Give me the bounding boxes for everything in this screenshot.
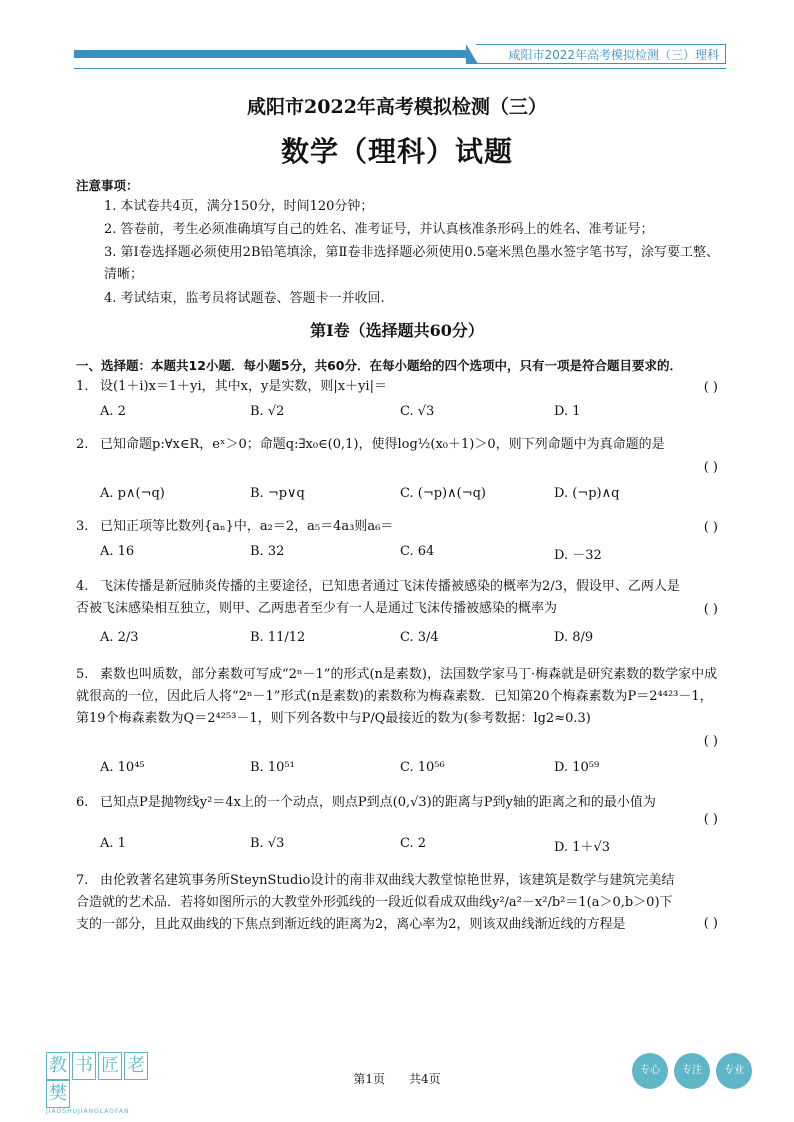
exam-title: 咸阳市2022年高考模拟检测（三）: [247, 96, 547, 118]
note-item: 3. 第Ⅰ卷选择题必须使用2B铅笔填涂，第Ⅱ卷非选择题必须使用0.5毫米黑色墨水签字笔书写，涂写要工整、清晰；: [104, 245, 720, 282]
question-1: [76, 376, 718, 398]
option-a: A. 2/3: [100, 630, 139, 645]
logo-subtitle: JIAOSHUJIANGLAOFAN: [46, 1108, 130, 1115]
question-number: 6.: [76, 795, 89, 810]
note-item: 2. 答卷前，考生必须准确填写自己的姓名、准考证号，并认真核准条形码上的姓名、准考证号；: [104, 222, 654, 237]
header-stripe: [74, 50, 474, 58]
option-b: B. 10⁵¹: [250, 760, 295, 775]
option-d: D. 10⁵⁹: [554, 760, 600, 775]
option-a: A. 2: [100, 404, 126, 419]
option-d: D. －32: [554, 548, 602, 563]
question-text: 已知命题p:∀x∈R，eˣ＞0；命题q:∃x₀∈(0,1)，使得log½(x₀＋1)＞0，则下列命题中为真命题的是: [100, 437, 665, 452]
option-c: C. √3: [400, 404, 435, 419]
question-number: 7.: [76, 873, 89, 888]
options-3: [100, 544, 720, 566]
options-2: [100, 486, 720, 508]
header-rule: [74, 68, 726, 69]
section-title: 第Ⅰ卷（选择题共60分）: [310, 321, 484, 340]
page-number: 第1页 共4页: [353, 1072, 441, 1086]
option-d: D. 1＋√3: [554, 840, 611, 855]
logo-char: 匠: [98, 1052, 122, 1080]
answer-paren: ( ): [703, 916, 718, 931]
options-4: [100, 630, 720, 652]
question-4: [76, 576, 686, 620]
option-c: C. 2: [400, 836, 427, 851]
badge: 专业: [716, 1053, 752, 1089]
option-b: B. √3: [250, 836, 285, 851]
logo-char: 书: [72, 1052, 96, 1080]
option-b: B. 32: [250, 544, 285, 559]
badge: 专心: [632, 1053, 668, 1089]
answer-paren: ( ): [703, 520, 718, 535]
question-6: [76, 792, 718, 814]
option-a: A. 16: [100, 544, 135, 559]
answer-paren: ( ): [703, 734, 718, 749]
answer-paren: ( ): [703, 602, 718, 617]
question-number: 4.: [76, 579, 89, 594]
question-text: 飞沫传播是新冠肺炎传播的主要途径，已知患者通过飞沫传播被感染的概率为2/3，假设甲、乙两人是否被飞沫感染相互独立，则甲、乙两患者至少有一人是通过飞沫传播被感染的概率为: [76, 579, 680, 616]
question-text: 设(1＋i)x＝1＋yi，其中x，y是实数，则|x＋yi|＝: [100, 379, 387, 394]
question-2: [76, 434, 696, 456]
exam-subject-title: 数学（理科）试题: [280, 135, 513, 168]
answer-paren: ( ): [703, 812, 718, 827]
option-d: D. 1: [554, 404, 581, 419]
option-a: A. 10⁴⁵: [100, 760, 145, 775]
options-1: [100, 404, 720, 426]
option-a: A. p∧(¬q): [100, 486, 165, 501]
option-b: B. ¬p∨q: [250, 486, 305, 501]
notes-heading: 注意事项：: [76, 178, 139, 193]
question-text: 素数也叫质数，部分素数可写成“2ⁿ－1”的形式(n是素数)，法国数学家马丁·梅森就是研究素数的数学家中成就很高的一位，因此后人将“2ⁿ－1”形式(n是素数)的素数称为梅森素数．已知第20个梅森素数为P＝2⁴⁴²³－1，第19个梅森素数为Q＝2⁴²⁵³－1，则下列各数中与P/Q最接近的数为(参考数据：lg2≈0.3): [76, 667, 718, 726]
logo-char: 老: [124, 1052, 148, 1080]
option-d: D. 8/9: [554, 630, 594, 645]
question-5: [76, 664, 718, 730]
slogan-badges: [632, 1053, 752, 1089]
option-c: C. (¬p)∧(¬q): [400, 486, 486, 501]
options-5: [100, 760, 720, 782]
header-tab: 咸阳市2022年高考模拟检测（三）理科: [476, 44, 726, 64]
options-6: [100, 836, 720, 858]
answer-paren: ( ): [703, 460, 718, 475]
option-c: C. 10⁵⁶: [400, 760, 445, 775]
question-text: 由伦敦著名建筑事务所SteynStudio设计的南非双曲线大教堂惊艳世界，该建筑是数学与建筑完美结合造就的艺术品．若将如图所示的大教堂外形弧线的一段近似看成双曲线y²/a²－x²/b²＝1(a＞0,b＞0)下支的一部分，且此双曲线的下焦点到渐近线的距离为2，离心率为2，则该双曲线渐近线的方程是: [76, 873, 675, 932]
question-number: 1.: [76, 379, 89, 394]
option-b: B. √2: [250, 404, 285, 419]
question-text: 已知点P是抛物线y²＝4x上的一个动点，则点P到点(0,√3)的距离与P到y轴的距离之和的最小值为: [100, 795, 656, 810]
logo-char: 教: [46, 1052, 70, 1080]
question-3: [76, 516, 718, 538]
question-7: [76, 870, 676, 936]
header-bar: [74, 44, 726, 64]
option-b: B. 11/12: [250, 630, 306, 645]
section-description: 一、选择题：本题共12小题．每小题5分，共60分．在每小题给的四个选项中，只有一项是符合题目要求的．: [76, 358, 682, 373]
question-text: 已知正项等比数列{aₙ}中，a₂＝2，a₅＝4a₃则a₆＝: [100, 519, 394, 534]
option-c: C. 64: [400, 544, 435, 559]
option-c: C. 3/4: [400, 630, 439, 645]
option-d: D. (¬p)∧q: [554, 486, 620, 501]
question-number: 2.: [76, 437, 89, 452]
option-a: A. 1: [100, 836, 126, 851]
answer-paren: ( ): [703, 380, 718, 395]
question-number: 5.: [76, 667, 89, 682]
note-item: 4. 考试结束，监考员将试题卷、答题卡一并收回.: [104, 291, 385, 306]
logo-char: 樊: [46, 1080, 70, 1108]
badge: 专注: [674, 1053, 710, 1089]
note-item: 1. 本试卷共4页，满分150分，时间120分钟；: [104, 199, 374, 214]
question-number: 3.: [76, 519, 89, 534]
